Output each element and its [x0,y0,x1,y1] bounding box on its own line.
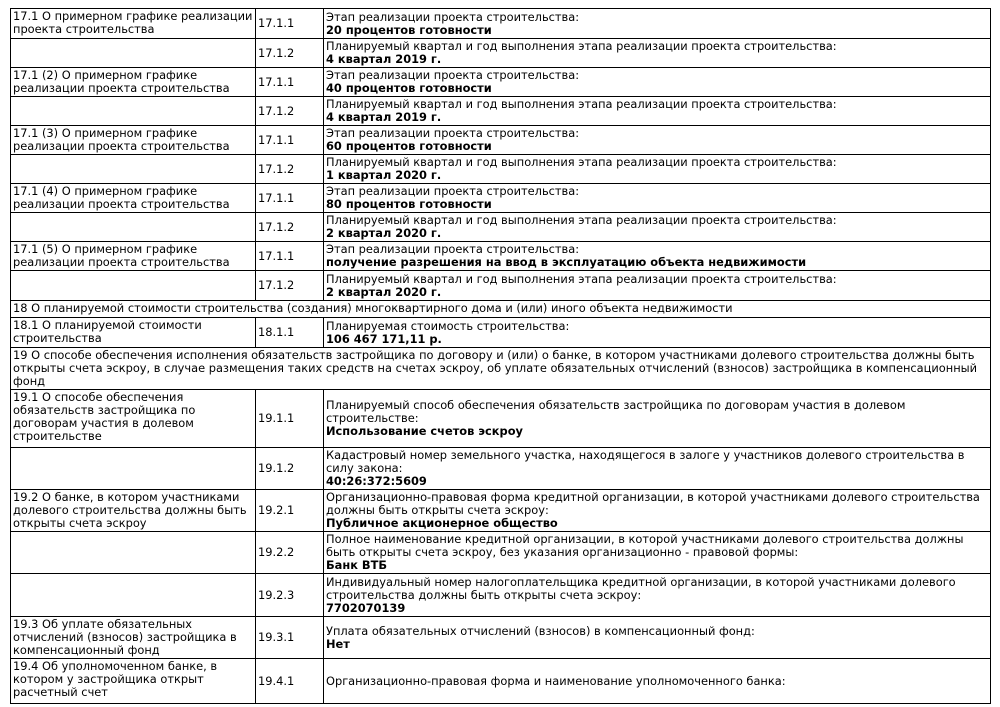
section-title-cell: 19.3 Об уплате обязательных отчислений (взносов) застройщика в компенсационный фонд [11,617,256,659]
item-value: 2 квартал 2020 г. [326,284,442,299]
item-number-cell: 17.1.2 [256,39,324,68]
item-label: Индивидуальный номер налогоплательщика кредитной организации, в которой участниками долевого строительства должны быть открыты счета эскроу: [326,574,956,602]
item-content-cell [324,242,991,271]
item-content-cell [324,490,991,532]
item-content-cell [324,574,991,617]
item-value: Нет [326,636,350,651]
item-content-cell [324,155,991,184]
table-row [11,9,991,39]
table-row [11,390,991,448]
item-label: Этап реализации проекта строительства: [326,126,580,140]
item-number-cell: 19.1.2 [256,448,324,490]
section-title-cell: 17.1 (3) О примерном графике реализации проекта строительства [11,126,256,155]
item-content-cell [324,390,991,448]
item-content-cell [324,659,991,704]
table-row [11,184,991,213]
item-label: Организационно-правовая форма и наименование уполномоченного банка: [326,673,786,688]
item-number-cell: 17.1.2 [256,155,324,184]
item-content-cell [324,39,991,68]
table-row [11,574,991,617]
section-title-cell: 17.1 (4) О примерном графике реализации проекта строительства [11,184,256,213]
item-number-cell: 19.2.2 [256,532,324,574]
item-value: Использование счетов эскроу [326,424,523,438]
item-content-cell [324,126,991,155]
item-label: Уплата обязательных отчислений (взносов) в компенсационный фонд: [326,623,755,638]
item-label: Этап реализации проекта строительства: [326,9,580,24]
section-title-cell [11,213,256,242]
section-title-cell: 17.1 О примерном графике реализации проекта строительства [11,9,256,39]
item-number-cell: 18.1.1 [256,318,324,348]
item-value: 4 квартал 2019 г. [326,110,442,124]
item-label: Планируемый квартал и год выполнения этапа реализации проекта строительства: [326,213,837,227]
item-number-cell: 17.1.1 [256,9,324,39]
item-number-cell: 19.1.1 [256,390,324,448]
item-content-cell [324,448,991,490]
item-label: Планируемый квартал и год выполнения этапа реализации проекта строительства: [326,155,837,169]
item-label: Кадастровый номер земельного участка, находящегося в залоге у участников долевого строительства в силу закона: [326,448,965,475]
item-number-cell: 19.3.1 [256,617,324,659]
item-number-cell: 17.1.2 [256,213,324,242]
table-row [11,271,991,301]
item-value: 20 процентов готовности [326,22,492,37]
section-heading: 18 О планируемой стоимости строительства (создания) многоквартирного дома и (или) иного объекта недвижимости [11,301,991,318]
declaration-table [10,8,991,704]
section-title-cell: 19.4 Об уполномоченном банке, в котором у застройщика открыт расчетный счет [11,659,256,704]
item-value: 60 процентов готовности [326,139,492,153]
section-title-cell: 17.1 (5) О примерном графике реализации проекта строительства [11,242,256,271]
table-row [11,659,991,704]
table-row [11,617,991,659]
table-row [11,242,991,271]
item-value: 40 процентов готовности [326,81,492,95]
section-title-cell [11,97,256,126]
section-title-cell: 19.2 О банке, в котором участниками долевого строительства должны быть открыты счета эскроу [11,490,256,532]
item-value: 40:26:372:5609 [326,474,427,488]
item-content-cell [324,97,991,126]
section-title-cell: 17.1 (2) О примерном графике реализации проекта строительства [11,68,256,97]
table-row [11,490,991,532]
item-number-cell: 17.1.1 [256,68,324,97]
table-row [11,155,991,184]
item-label: Полное наименование кредитной организации, в которой участниками долевого строительства должны быть открыты счета эскроу, без указания организационно - правовой формы: [326,532,964,559]
item-content-cell [324,9,991,39]
item-label: Этап реализации проекта строительства: [326,68,580,82]
item-label: Организационно-правовая форма кредитной организации, в которой участниками долевого строительства должны быть открыты счета эскроу: [326,490,980,517]
item-value: 4 квартал 2019 г. [326,52,442,66]
item-number-cell: 17.1.1 [256,242,324,271]
item-content-cell [324,532,991,574]
table-row [11,68,991,97]
item-value: 7702070139 [326,600,406,615]
item-value: получение разрешения на ввод в эксплуатацию объекта недвижимости [326,255,807,269]
item-value: 106 467 171,11 р. [326,331,442,346]
section-title-cell [11,532,256,574]
section-title-cell [11,574,256,617]
table-row [11,532,991,574]
section-title-cell: 19.1 О способе обеспечения обязательств застройщика по договорам участия в долевом строительстве [11,390,256,448]
item-label: Планируемый квартал и год выполнения этапа реализации проекта строительства: [326,97,837,111]
item-number-cell: 19.4.1 [256,659,324,704]
table-row [11,126,991,155]
table-row [11,448,991,490]
section-title-cell [11,448,256,490]
item-label: Планируемая стоимость строительства: [326,318,570,333]
item-number-cell: 19.2.1 [256,490,324,532]
section-title-cell [11,39,256,68]
item-content-cell [324,617,991,659]
item-label: Планируемый способ обеспечения обязательств застройщика по договорам участия в долевом строительстве: [326,398,906,425]
section-title-cell [11,271,256,301]
section-row [11,301,991,318]
item-number-cell: 17.1.2 [256,271,324,301]
table-row [11,318,991,348]
item-content-cell [324,184,991,213]
section-title-cell: 18.1 О планируемой стоимости строительства [11,318,256,348]
section-title-cell [11,155,256,184]
item-number-cell: 17.1.1 [256,184,324,213]
item-content-cell [324,271,991,301]
item-value: 2 квартал 2020 г. [326,226,442,240]
section-row [11,348,991,390]
item-number-cell: 17.1.2 [256,97,324,126]
item-value: Публичное акционерное общество [326,516,558,530]
item-value: 1 квартал 2020 г. [326,168,442,182]
item-label: Планируемый квартал и год выполнения этапа реализации проекта строительства: [326,39,837,53]
item-number-cell: 17.1.1 [256,126,324,155]
item-content-cell [324,68,991,97]
item-label: Этап реализации проекта строительства: [326,242,580,256]
item-value: Банк ВТБ [326,558,388,572]
table-row [11,39,991,68]
item-number-cell: 19.2.3 [256,574,324,617]
item-label: Планируемый квартал и год выполнения этапа реализации проекта строительства: [326,271,837,286]
table-row [11,97,991,126]
item-label: Этап реализации проекта строительства: [326,184,580,198]
item-value: 80 процентов готовности [326,197,492,211]
table-row [11,213,991,242]
item-content-cell [324,318,991,348]
section-heading: 19 О способе обеспечения исполнения обязательств застройщика по договору и (или) о банке, в котором участниками долевого строительства должны быть открыты счета эскроу, в случае размещения таких средств на счетах эскроу, об уплате обязательных отчислений (взносов) застройщика в компенсационный фонд [11,348,991,390]
item-content-cell [324,213,991,242]
